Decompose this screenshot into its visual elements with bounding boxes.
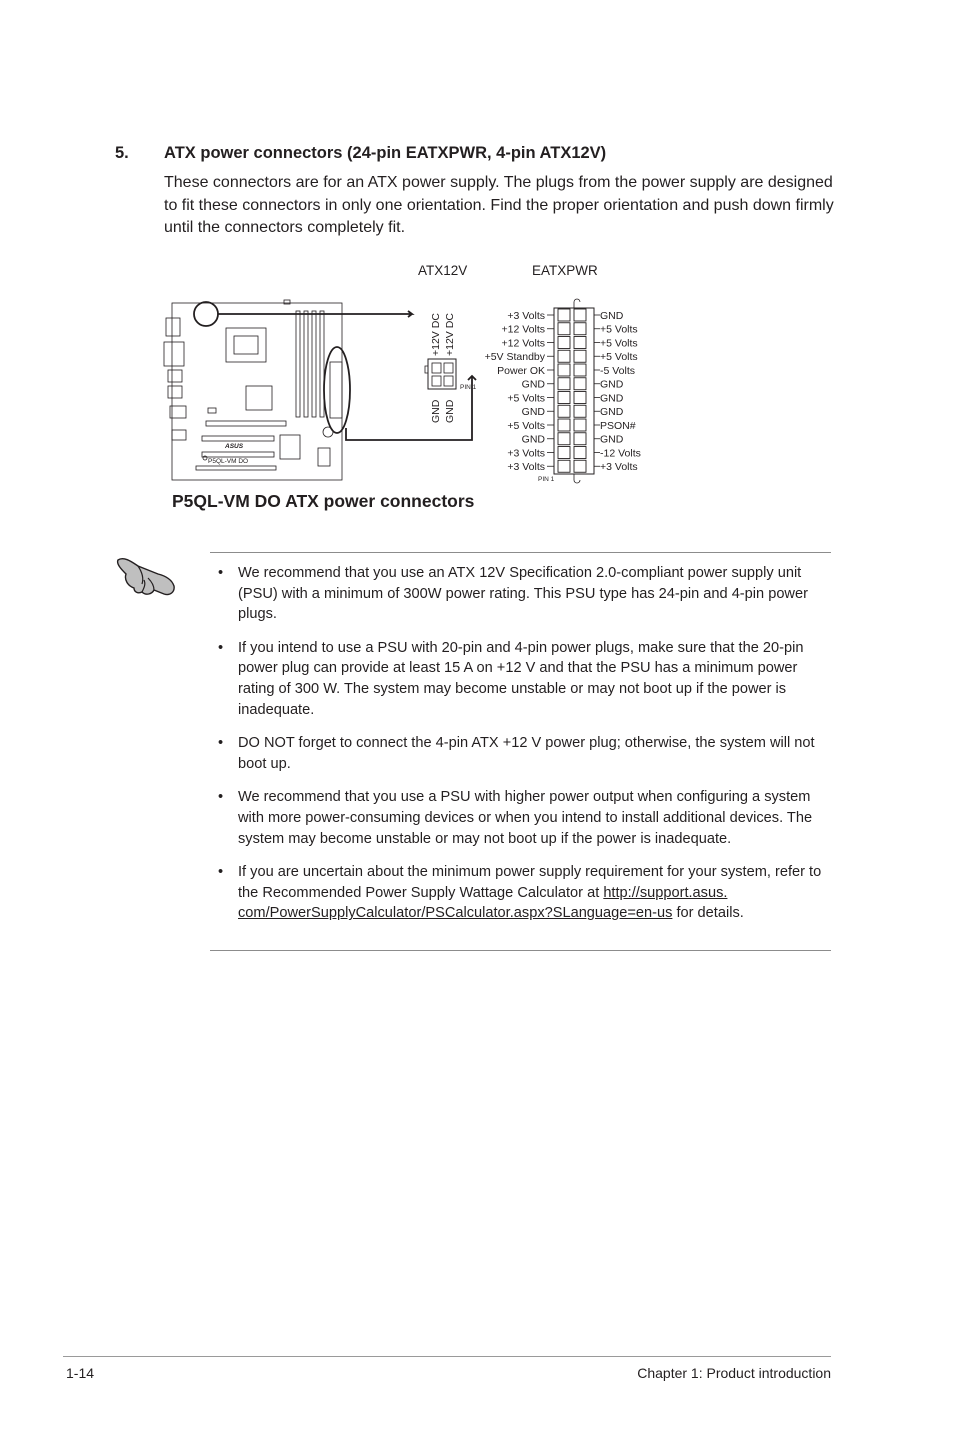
eatxpwr-pin bbox=[558, 323, 570, 335]
eatxpwr-pin bbox=[574, 337, 586, 349]
note-top-rule bbox=[210, 552, 831, 553]
eatxpwr-right-pin-label: +5 Volts bbox=[600, 323, 638, 336]
note-text-1: We recommend that you use an ATX 12V Specification 2.0-compliant power supply unit (PSU) with a minimum of 300W power rating. This PSU type has 24-pin and 4-pin power plugs. bbox=[238, 565, 808, 623]
eatxpwr-pin bbox=[558, 433, 570, 445]
eatxpwr-pin bbox=[558, 364, 570, 376]
figure-caption: P5QL-VM DO ATX power connectors bbox=[172, 491, 475, 511]
atx12v-pin-bottom-1: GND bbox=[430, 399, 442, 423]
eatxpwr-left-pin-label: +12 Volts bbox=[501, 323, 545, 336]
eatxpwr-right-pin-label: -12 Volts bbox=[600, 447, 641, 460]
atx12v-pin-bottom-2: GND bbox=[444, 399, 456, 423]
eatxpwr-pin bbox=[574, 419, 586, 431]
atx12v-pin-top-1: +12V DC bbox=[430, 313, 442, 356]
eatxpwr-pin bbox=[574, 323, 586, 335]
note-item: • If you intend to use a PSU with 20-pin and 4-pin power plugs, make sure that the 20-pin power plug can provide at least 15 A on +12 V and that the PSU has a minimum power rating of 300 W. The system may become unstable or may not boot up if the power is inadequate. bbox=[218, 639, 804, 718]
eatxpwr-pin bbox=[574, 350, 586, 362]
eatxpwr-right-pin-label: +5 Volts bbox=[600, 337, 638, 350]
motherboard-outline bbox=[164, 300, 342, 480]
note-text-5: If you are uncertain about the minimum power supply requirement for your system, refer to the Recommended Power Supply Wattage Calculator at bbox=[238, 864, 822, 901]
note-item: • We recommend that you use a PSU with higher power output when configuring a system with more power-consuming devices or when you intend to install additional devices. The system may become unstable or may not boot up if the power is inadequate. bbox=[218, 789, 813, 847]
note-item: • If you are uncertain about the minimum power supply requirement for your system, refer to the Recommended Power Supply Wattage Calculator at http://support.asus. com/PowerSupplyCalculator/PSCalculator.aspx?SLanguage=en-us for details. bbox=[218, 864, 822, 922]
eatxpwr-right-pin-label: PSON# bbox=[600, 419, 636, 432]
notes-list bbox=[218, 563, 832, 937]
atx12v-leader-arrow bbox=[218, 311, 412, 317]
eatxpwr-pin bbox=[558, 419, 570, 431]
hand-pointing-icon bbox=[114, 550, 180, 600]
page-number: 1-14 bbox=[66, 1365, 95, 1381]
atx12v-highlight-circle bbox=[194, 302, 218, 326]
eatxpwr-pin bbox=[574, 433, 586, 445]
note-text-3: DO NOT forget to connect the 4-pin ATX +12 V power plug; otherwise, the system will not boot up. bbox=[238, 735, 815, 772]
note-item: • DO NOT forget to connect the 4-pin ATX +12 V power plug; otherwise, the system will not boot up. bbox=[218, 735, 815, 772]
eatxpwr-pin bbox=[558, 337, 570, 349]
eatxpwr-right-pin-label: GND bbox=[600, 378, 624, 391]
eatxpwr-pin bbox=[558, 460, 570, 472]
eatxpwr-right-pin-label: -5 Volts bbox=[600, 364, 636, 377]
eatxpwr-left-pin-label: +3 Volts bbox=[507, 461, 545, 474]
eatxpwr-pin bbox=[558, 309, 570, 321]
note-text-5-end: for details. bbox=[672, 905, 744, 922]
eatxpwr-pin bbox=[574, 405, 586, 417]
power-connector-diagram bbox=[150, 280, 670, 490]
intro-paragraph bbox=[164, 172, 844, 240]
eatxpwr-right-pin-label: GND bbox=[600, 406, 624, 419]
atx12v-connector bbox=[425, 359, 456, 389]
eatxpwr-left-pin-label: +5 Volts bbox=[507, 392, 545, 405]
eatxpwr-pin bbox=[574, 364, 586, 376]
eatxpwr-pin1-label: PIN 1 bbox=[538, 476, 555, 483]
footer-rule bbox=[63, 1356, 831, 1357]
eatxpwr-left-pin-label: GND bbox=[521, 378, 545, 391]
section-title: ATX power connectors (24-pin EATXPWR, 4-pin ATX12V) bbox=[164, 144, 607, 162]
eatxpwr-right-pin-label: +3 Volts bbox=[600, 461, 638, 474]
atx12v-pin1-label: PIN 1 bbox=[460, 384, 477, 391]
eatxpwr-left-pin-label: GND bbox=[521, 433, 545, 446]
board-brand-logo: ASUS bbox=[225, 443, 244, 450]
eatxpwr-left-pin-label: +5V Standby bbox=[484, 351, 545, 364]
eatxpwr-right-pin-label: GND bbox=[600, 309, 624, 322]
eatxpwr-pin bbox=[574, 378, 586, 390]
eatxpwr-left-pin-label: GND bbox=[521, 406, 545, 419]
note-text-2: If you intend to use a PSU with 20-pin and 4-pin power plugs, make sure that the 20-pin power plug can provide at least 15 A on +12 V and that the PSU has a minimum power rating of 300 W. The system may become unstable or may not boot up if the power is inadequate. bbox=[238, 639, 804, 718]
eatxpwr-pin bbox=[574, 447, 586, 459]
eatxpwr-left-pin-label: +12 Volts bbox=[501, 337, 545, 350]
note-item: • We recommend that you use an ATX 12V Specification 2.0-compliant power supply unit (PSU) with a minimum of 300W power rating. This PSU type has 24-pin and 4-pin power plugs. bbox=[218, 565, 808, 623]
eatxpwr-pin bbox=[558, 378, 570, 390]
eatxpwr-highlight-ellipse bbox=[324, 347, 350, 433]
eatxpwr-pin bbox=[558, 392, 570, 404]
board-name-label: P5QL-VM DO bbox=[208, 458, 249, 465]
eatxpwr-label: EATXPWR bbox=[532, 263, 598, 278]
eatxpwr-connector bbox=[485, 299, 641, 483]
eatxpwr-pin bbox=[574, 460, 586, 472]
chapter-title: Chapter 1: Product introduction bbox=[637, 1365, 831, 1381]
eatxpwr-left-pin-label: Power OK bbox=[497, 364, 545, 377]
eatxpwr-left-pin-label: +3 Volts bbox=[507, 309, 545, 322]
eatxpwr-left-pin-label: +3 Volts bbox=[507, 447, 545, 460]
atx12v-label: ATX12V bbox=[418, 263, 468, 278]
eatxpwr-left-pin-label: +5 Volts bbox=[507, 419, 545, 432]
eatxpwr-pin bbox=[574, 309, 586, 321]
psu-calculator-link-line1: http://support.asus. bbox=[603, 884, 728, 901]
note-bottom-rule bbox=[210, 950, 831, 951]
section-number: 5. bbox=[115, 144, 129, 162]
eatxpwr-pin bbox=[558, 447, 570, 459]
eatxpwr-pin bbox=[558, 405, 570, 417]
eatxpwr-pin bbox=[574, 392, 586, 404]
eatxpwr-pin bbox=[558, 350, 570, 362]
atx12v-pin-top-2: +12V DC bbox=[444, 313, 456, 356]
eatxpwr-right-pin-label: GND bbox=[600, 433, 624, 446]
intro-text: These connectors are for an ATX power supply. The plugs from the power supply are designed to fit these connectors in only one orientation. Find the proper orientation and push down firmly until the connectors completely fit. bbox=[164, 174, 834, 237]
eatxpwr-right-pin-label: +5 Volts bbox=[600, 351, 638, 364]
psu-calculator-link-line2: com/PowerSupplyCalculator/PSCalculator.aspx?SLanguage=en-us bbox=[238, 905, 673, 922]
note-text-4: We recommend that you use a PSU with higher power output when configuring a system with more power-consuming devices or when you intend to install additional devices. The system may become unstable or may not boot up if the power is inadequate. bbox=[238, 789, 813, 847]
eatxpwr-right-pin-label: GND bbox=[600, 392, 624, 405]
